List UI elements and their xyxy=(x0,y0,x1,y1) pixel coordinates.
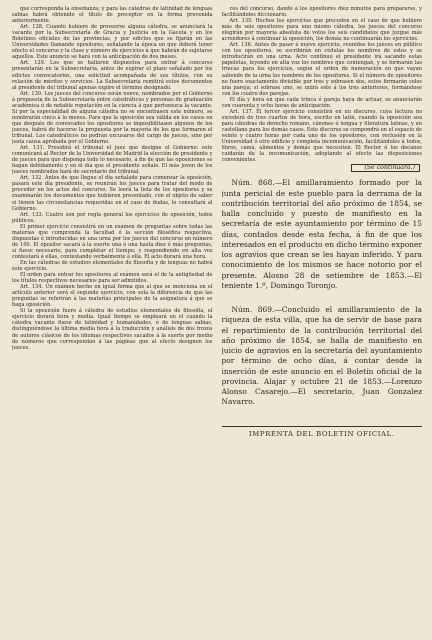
notice-869 xyxy=(222,305,423,408)
notice-text: Núm. 869.—Concluido el amillaramiento de la riqueza de esta villa, que ha de servir de base para el repartimiento de la contribución territorial del año próximo de 1854, se halla de manifiesto en juicio de agravios en la secretaría del ayuntamiento por término de ocho días, á contar desde la inserción de este anuncio en el Boletín oficial de la provincia. Alajar y octubre 21 de 1853.—Lorenzo Alonso Casarejo.—El secretario, Juan Gonzalez Navarro. xyxy=(221,305,422,407)
paragraph: Art. 133. Cuatro son por regla general los ejercicios de oposición, todos públicos. xyxy=(12,211,213,224)
paragraph: Art. 128. Cuando hubiere de proveerse alguna cátedra, se anunciará la vacante por la Subsecretaría de Gracia y Justicia en la Gaceta y en los Boletines oficiales de las provincias, y por edictos que se fijarán en las Universidades llamando opositores, señalando la época en que deberá tener efecto el concurso y la clase y número de ejercicios á que habrán de sujetarse aquellos. Este anuncio se hará con la anticipación de dos meses. xyxy=(12,24,213,61)
paragraph: ces del concurso, dando á los opositores diez minutos para prepararse, y facilitándoles diccionario. xyxy=(221,6,422,19)
paragraph: Art. 135. Hechos los ejercicios que preceden en el caso de que hubiere más de seis opositores para uno mismo cátedra, los jueces del concurso elegirán por mayoría absoluta de votos los seis candidatos que juzgue más acreedores á continuar la oposición, los demás no continuarán los ejercicios. xyxy=(221,18,422,43)
left-column xyxy=(12,6,213,634)
paragraph: Art. 130. Los jueces del concurso serán nueve, nombrados por el Gobierno á propuesta de la Subsecretaría entre catedráticos y personas de graduación académica ó de notable reputación en la ciencia á que pertenezca la vacante. Si por la especialidad de alguna cátedra no se encontrasen este número, se nombrarán cinco á lo menos. Para que la oposición sea válida en los casos en que después de convocados los opositores se imposibilitasen algunos de los jueces, habrá de hacerse la propuesta por la mayoría de los que formaren el tribunal. Los catedráticos no podrán excusarse del cargo de jueces, sino por justa causa aprobada por el Gobierno. xyxy=(12,90,213,146)
continuation-box xyxy=(351,164,420,172)
paragraph: Art. 134. Un exámen hecho en igual forma que al que se menciona en el artículo anterior será el segundo ejercicio, con sola la diferencia de que las preguntas se referirán á las materias principales de la asignatura á que se haga oposición. xyxy=(12,284,213,309)
paragraph: El orden para entrar los opositores al exámen será el de la antigüedad de los títulos respectivos necesarios para ser admitidos. xyxy=(12,272,213,285)
paragraph: que corresponda la enseñanza; y para las cátedras de latinidad de lenguas sabias habrá obtenido el título de preceptor en la forma prevenida anteriormente. xyxy=(12,6,213,25)
imprint-line: IMPRENTA DEL BOLETIN OFICIAL. xyxy=(222,426,423,437)
paragraph: Art. 136. Antes de pasar á nuevo ejercicio, reunidos los jueces en público con los opositores, se escribirán en cédulas los nombres de estos y se introducirán en una urna. Acto continuo el presidente irá sacando estas papeletas, leyendo en alta voz los nombres que contengan, y se formarán las trincas para los ejercicios, según el orden de numeración en que vayan saliendo de la urna los nombres de los opositores. Si el número de opositores no fuere exactamente divisible por tres y sobrasen dos, estos formarán solos una pareja; si sobrase uno, se unirá este á los tres anteriores, formándose con los cuatro dos parejas. xyxy=(221,42,422,97)
paragraph: Art. 129. Los que se hallaren dispuestos para entrar á concurso presentarán en la Subsecretaría, antes de expirar el plazo señalado por los edictos convocatorios, una solicitud acompañada de sus títulos, con su relación de méritos y servicios. La Subsecretaría remitirá estos documentos al presidente del tribunal apenas expire el término designado. xyxy=(12,60,213,91)
paragraph: El primer ejercicio consistirá en un exámen de preguntas sobre todas las materias que comprenda la facultad ó la sección filosófica respectiva, dispuestas é introducidas en una urna por los jueces del concurso en número de 100. El opositor sacará á la suerte una ó una hasta diez ó más preguntas, si fuese necesario, para completar el tiempo; y respondiendo en alta voz contestará á ellas, contestando verbalmente á ella. El acto durará una hora. xyxy=(12,223,213,260)
notice-868 xyxy=(222,178,423,291)
paragraph: En las cátedras de estudios elementales de filosofía y de lenguas no habrá este ejercicio. xyxy=(12,259,213,273)
notice-text: Núm. 868.—El amillaramiento formado por la junta pericial de este pueblo para la derrama de la contribución territorial del año próximo de 1854, se halla concluido y puesto de manifiesto en la secretaría de este ayuntamiento por término de 15 días, contados desde esta fecha, á fin de que los interesados en el producto en dicho término exponer los agravios que crean se les hayan inferido. Y para conocimiento de los mismos se hace notorio por el presente. Alosno 28 de setiembre de 1853.—El teniente 1.º, Domingo Toronjo. xyxy=(221,178,422,290)
paragraph: Si la oposición fuere á cátedra de estudios elementales de filosofía, el ejercicio durará hora y media. Igual tiempo se empleará en el cuando la cátedra vacante fuese de latinidad y humanidades, ó de lenguas sabias, distinguiéndose la última media hora á la traducción y análisis de dos trozos de autores clásicos de los idiomas respectivos sacados á la suerte por medio de números que correspondan á las páginas que al efecto designen los jueces. xyxy=(12,308,213,351)
paragraph: Art. 131. Presidirá el tribunal el juez que designe el Gobierno: este comunicará al Rector de la Universidad de Madrid la elección de presidente y de jueces para que disponga todo lo necesario, á fin de que las oposiciones se hagan debidamente y en el día que el presidente señale. El más joven de los jueces nombrados hará de secretario del tribunal. xyxy=(12,145,213,176)
paragraph: Art. 132. Antes de que llegue el día señalado para comenzar la oposición, pasará este día presidente, se reunirán los jueces para tratar del modo de proceder en los actos del concurso. Se leerá la lista de los opositores y se examinarán los documentos que hubieren presentado, con el objeto de saber si tienen las circunstancias requeridas en el caso de dudas, lo consultará al Gobierno. xyxy=(12,175,213,212)
right-column xyxy=(222,6,423,634)
continuation-label: (Se continuará.) xyxy=(364,164,415,172)
continuation-note xyxy=(222,163,423,178)
notice-separator xyxy=(222,291,423,305)
paragraph: Art. 137. El tercer ejercicio consistirá en un discurso, cuya lectura no excederá de tres cuartos de hora, escrito en latín, cuando la oposición sea para cátedras de derecho romano, cánones ó lengua y literatura latinas, y en castellano para los demás casos. Este discurso se compondrá en el espacio de veinte y cuatro horas por cada uno de los opositores, con reclusión en la Universidad ó otro edificio y completa incomunicación, facilitándoles á todos, libros, cama, alimentos y demás que necesiten. El Rector ó los decanos cuidarán de la incomunicación, adoptando al efecto las disposiciones convenientes. xyxy=(221,108,422,164)
paragraph: El día y hora en que cada trinca ó pareja haya de actuar, se anunciarán con cuarenta y ocho horas de anticipación. xyxy=(221,96,422,109)
